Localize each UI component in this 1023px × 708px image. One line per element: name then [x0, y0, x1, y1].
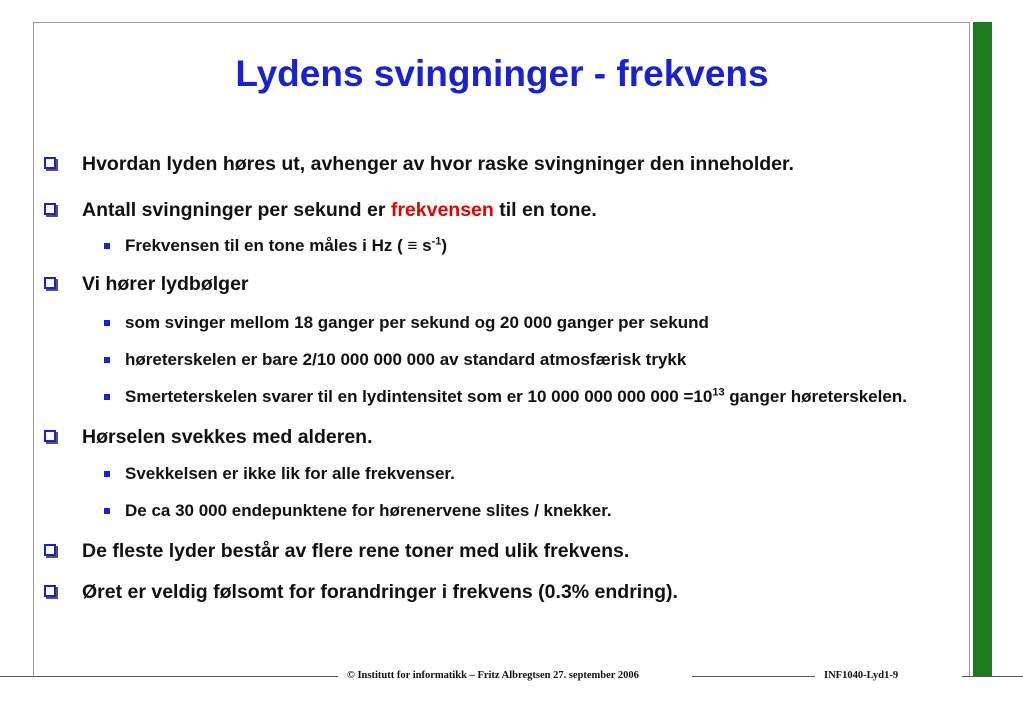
- slide-title: Lydens svingninger - frekvens: [235, 53, 769, 94]
- checkbox-bullet-icon: [44, 277, 56, 289]
- bullet-text: Hørselen svekkes med alderen.: [82, 426, 373, 448]
- square-bullet-icon: [104, 320, 110, 326]
- square-bullet-icon: [104, 394, 110, 400]
- sub-bullet-text: høreterskelen er bare 2/10 000 000 000 av standard atmosfærisk trykk: [125, 350, 687, 369]
- bullet-text: De fleste lyder består av flere rene toner med ulik frekvens.: [82, 540, 630, 562]
- sub-bullet-text: ): [441, 236, 448, 255]
- checkbox-bullet-icon: [44, 430, 56, 442]
- superscript: -1: [431, 235, 442, 248]
- checkbox-bullet-icon: [44, 585, 56, 597]
- sub-bullet-3-1: [44, 311, 954, 335]
- slide-content: [44, 148, 954, 605]
- bullet-text: Øret er veldig følsomt for forandringer i frekvens (0.3% endring).: [82, 581, 678, 603]
- sub-bullet-text: Smerteterskelen svarer til en lydintensitet som er 10 000 000 000 000 =10: [125, 387, 713, 406]
- checkbox-bullet-icon: [44, 544, 56, 556]
- bullet-text: til en tone.: [493, 199, 597, 221]
- checkbox-bullet-icon: [44, 203, 56, 215]
- sub-bullet-text: Frekvensen til en tone måles i Hz ( ≡ s: [125, 236, 432, 255]
- square-bullet-icon: [104, 357, 110, 363]
- sub-bullet-4-2: [44, 499, 954, 523]
- bullet-text: Hvordan lyden høres ut, avhenger av hvor raske svingninger den inneholder.: [82, 153, 794, 175]
- sub-bullet-3-3: [44, 385, 954, 409]
- footer-rule-middle: [692, 676, 815, 677]
- square-bullet-icon: [104, 243, 110, 249]
- square-bullet-icon: [104, 471, 110, 477]
- checkbox-bullet-icon: [44, 157, 56, 169]
- footer-rule-right: [962, 676, 1023, 677]
- sub-bullet-text: Svekkelsen er ikke lik for alle frekvenser.: [125, 464, 455, 483]
- side-accent-bar: [973, 22, 992, 676]
- square-bullet-icon: [104, 508, 110, 514]
- sub-bullet-2-1: [44, 234, 954, 258]
- sub-bullet-4-1: [44, 462, 954, 486]
- sub-bullet-text: De ca 30 000 endepunktene for hørenervene slites / knekker.: [125, 501, 612, 520]
- highlight-term: frekvensen: [390, 199, 494, 221]
- footer-credit: © Institutt for informatikk – Fritz Albregtsen 27. september 2006: [347, 670, 639, 681]
- bullet-2: [44, 198, 954, 223]
- sub-bullet-text: som svinger mellom 18 ganger per sekund og 20 000 ganger per sekund: [125, 313, 709, 332]
- bullet-3: [44, 272, 954, 297]
- footer-slide-number: INF1040-Lyd1-9: [824, 670, 899, 681]
- superscript: 13: [712, 386, 725, 399]
- bullet-6: [44, 580, 954, 605]
- bullet-1: [44, 152, 954, 177]
- bullet-4: [44, 425, 954, 450]
- bullet-5: [44, 539, 954, 564]
- bullet-text: Antall svingninger per sekund er: [82, 199, 391, 221]
- footer-rule-left: [0, 676, 338, 677]
- sub-bullet-text: ganger høreterskelen.: [724, 387, 907, 406]
- bullet-text: Vi hører lydbølger: [82, 273, 249, 295]
- sub-bullet-3-2: [44, 348, 954, 372]
